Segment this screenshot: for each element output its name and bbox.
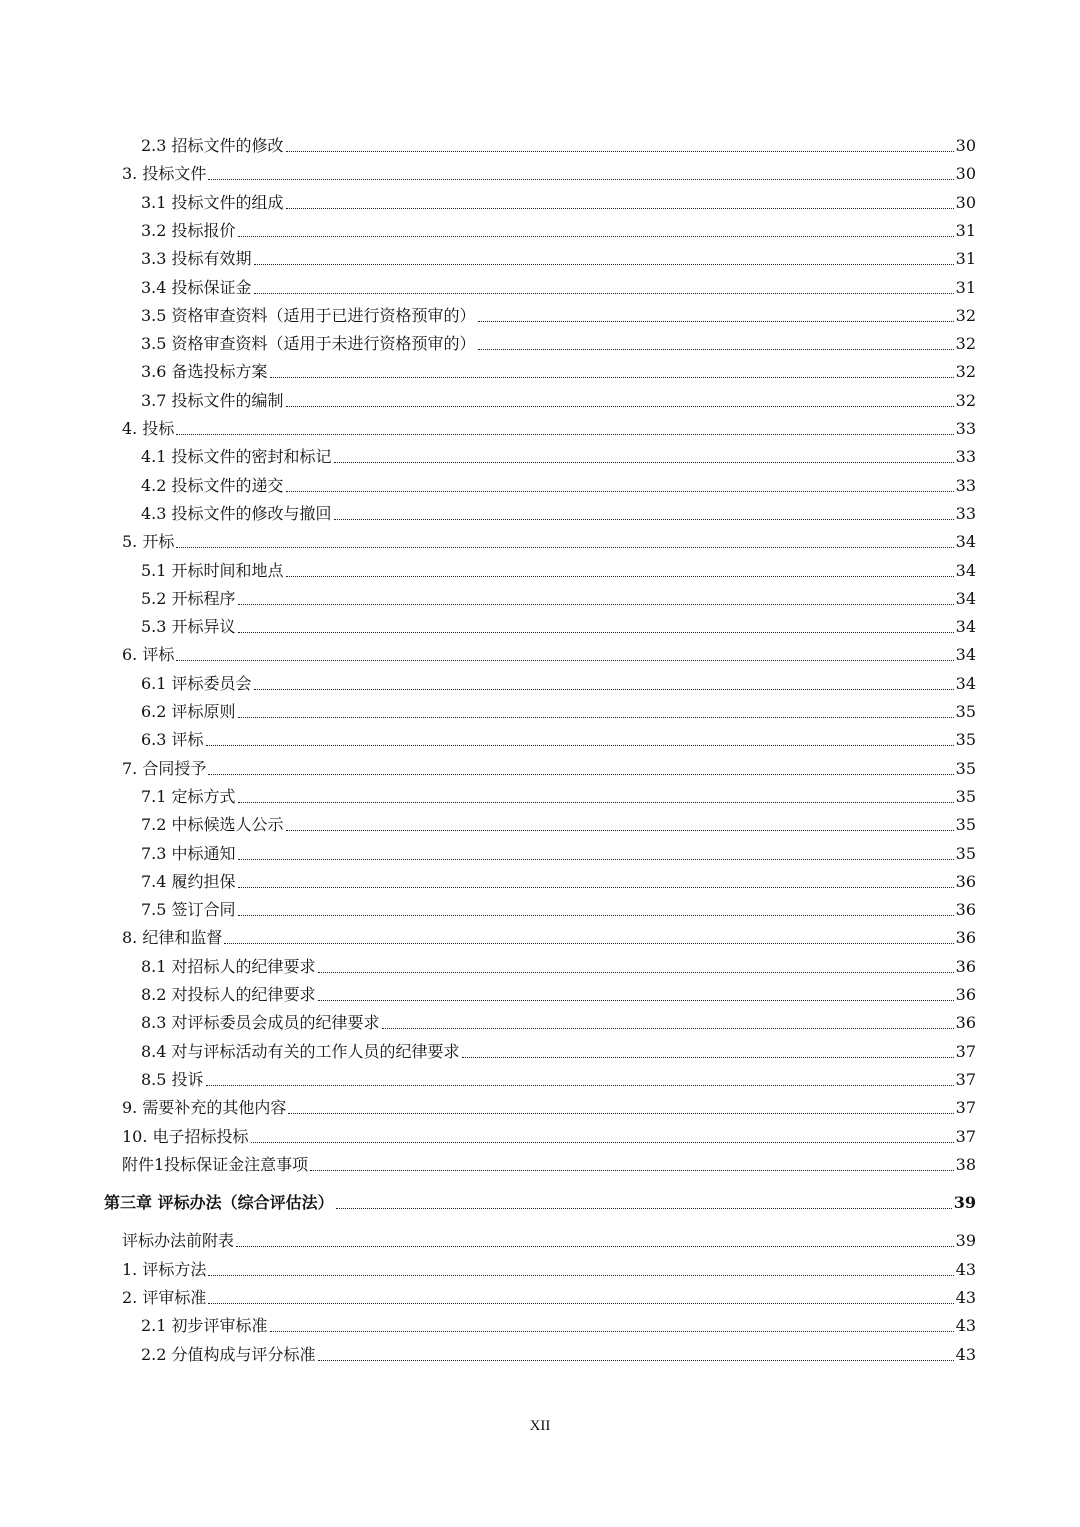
toc-entry-title: 第三章 评标办法（综合评估法）	[104, 1193, 334, 1213]
page-number: XII	[529, 1418, 551, 1434]
toc-entry	[141, 666, 976, 694]
toc-entry-title: 2.1 初步评审标准	[141, 1316, 268, 1336]
toc-entry-page: 35	[955, 815, 976, 835]
dot-leader	[238, 886, 954, 888]
dot-leader	[208, 773, 953, 775]
dot-leader	[334, 518, 954, 520]
dot-leader	[208, 1274, 953, 1276]
toc-entry-title: 2.2 分值构成与评分标准	[141, 1344, 316, 1364]
toc-entry-page: 35	[955, 758, 976, 778]
dot-leader	[318, 1359, 954, 1361]
toc-entry-page: 34	[955, 588, 976, 608]
toc-entry-page: 34	[955, 617, 976, 637]
toc-entry	[122, 411, 976, 439]
toc-chapter-heading	[104, 1185, 976, 1213]
dot-leader	[238, 801, 954, 803]
toc-entry-page: 31	[955, 249, 976, 269]
dot-leader	[208, 1302, 953, 1304]
toc-entry-page: 36	[955, 1013, 976, 1033]
toc-entry-title: 5.1 开标时间和地点	[141, 560, 284, 580]
dot-leader	[238, 235, 954, 237]
toc-entry-title: 3.5 资格审查资料（适用于未进行资格预审的）	[141, 334, 476, 354]
dot-leader	[462, 1056, 954, 1058]
toc-entry-title: 4.2 投标文件的递交	[141, 475, 284, 495]
dot-leader	[254, 263, 954, 265]
dot-leader	[318, 971, 954, 973]
toc-entry-page: 32	[955, 305, 976, 325]
toc-entry	[141, 553, 976, 581]
toc-entry-page: 36	[955, 871, 976, 891]
toc-entry	[141, 949, 976, 977]
toc-entry-page: 30	[955, 192, 976, 212]
toc-entry-title: 6. 评标	[122, 645, 175, 665]
toc-entry-page: 34	[955, 560, 976, 580]
toc-entry	[141, 836, 976, 864]
toc-entry-page: 37	[955, 1069, 976, 1089]
toc-entry	[141, 581, 976, 609]
toc-entry-title: 8.4 对与评标活动有关的工作人员的纪律要求	[141, 1041, 460, 1061]
toc-entry-title: 7.4 履约担保	[141, 871, 236, 891]
toc-entry-title: 1. 评标方法	[122, 1259, 207, 1279]
toc-entry-title: 10. 电子招标投标	[122, 1126, 249, 1146]
toc-entry-page: 37	[955, 1126, 976, 1146]
toc-entry-title: 8. 纪律和监督	[122, 928, 223, 948]
toc-entry-title: 2. 评审标准	[122, 1288, 207, 1307]
toc-entry	[141, 1308, 976, 1336]
toc-entry-title: 3.7 投标文件的编制	[141, 390, 284, 410]
toc-entry	[141, 1062, 976, 1090]
toc-entry-page: 36	[955, 928, 976, 948]
toc-entry-title: 2.3 招标文件的修改	[141, 136, 284, 155]
toc-entry-page: 43	[955, 1316, 976, 1336]
toc-entry	[141, 439, 976, 467]
toc-entry	[122, 1147, 976, 1175]
toc-entry-title: 5.2 开标程序	[141, 588, 236, 608]
dot-leader	[251, 1141, 954, 1143]
dot-leader	[382, 1027, 954, 1029]
toc-entry-page: 30	[955, 164, 976, 184]
dot-leader	[286, 405, 954, 407]
toc-entry-page: 35	[955, 786, 976, 806]
dot-leader	[286, 150, 954, 152]
toc-entry-title: 8.3 对评标委员会成员的纪律要求	[141, 1013, 380, 1033]
dot-leader	[176, 659, 953, 661]
dot-leader	[336, 1207, 952, 1209]
toc-entry	[122, 637, 976, 665]
toc-entry-page: 32	[955, 362, 976, 382]
toc-entry-page: 31	[955, 277, 976, 297]
toc-entry	[141, 326, 976, 354]
dot-leader	[310, 1169, 953, 1171]
toc-entry	[141, 1337, 976, 1365]
toc-entry	[141, 977, 976, 1005]
toc-entry	[141, 270, 976, 298]
toc-entry	[122, 1090, 976, 1118]
toc-entry-title: 7. 合同授予	[122, 758, 207, 778]
toc-entry	[122, 751, 976, 779]
dot-leader	[270, 1330, 954, 1332]
dot-leader	[208, 178, 953, 180]
toc-entry-title: 7.1 定标方式	[141, 786, 236, 806]
toc-entry	[141, 496, 976, 524]
toc-entry	[122, 920, 976, 948]
toc-entry	[141, 779, 976, 807]
toc-entry-title: 7.5 签订合同	[141, 900, 236, 920]
dot-leader	[334, 461, 954, 463]
toc-entry	[141, 609, 976, 637]
dot-leader	[206, 1084, 954, 1086]
toc-entry-title: 6.2 评标原则	[141, 702, 236, 721]
dot-leader	[176, 433, 953, 435]
dot-leader	[238, 631, 954, 633]
toc-entry-title: 7.2 中标候选人公示	[141, 815, 284, 835]
dot-leader	[238, 914, 954, 916]
toc-entry-title: 8.1 对招标人的纪律要求	[141, 956, 316, 976]
dot-leader	[254, 688, 954, 690]
dot-leader	[206, 744, 954, 746]
toc-entry-page: 33	[955, 447, 976, 467]
dot-leader	[176, 546, 953, 548]
toc-entry	[122, 1223, 976, 1251]
toc-entry	[141, 722, 976, 750]
toc-entry-title: 5.3 开标异议	[141, 617, 236, 637]
dot-leader	[286, 575, 954, 577]
toc-entry-title: 3.6 备选投标方案	[141, 362, 268, 382]
toc-entry-page: 31	[955, 220, 976, 240]
dot-leader	[318, 999, 954, 1001]
toc-entry-title: 3.1 投标文件的组成	[141, 192, 284, 212]
toc-entry-page: 43	[955, 1344, 976, 1364]
toc-entry	[141, 1034, 976, 1062]
toc-entry	[141, 298, 976, 326]
toc-entry-title: 8.2 对投标人的纪律要求	[141, 985, 316, 1004]
toc-entry	[122, 1280, 976, 1308]
toc-entry-page: 35	[955, 702, 976, 721]
toc-entry-title: 8.5 投诉	[141, 1069, 204, 1089]
toc-entry	[141, 354, 976, 382]
toc-entry-title: 6.3 评标	[141, 730, 204, 750]
toc-entry-page: 36	[955, 985, 976, 1004]
toc-entry-page: 34	[955, 532, 976, 552]
toc-entry	[141, 694, 976, 722]
toc-entry-title: 3.5 资格审查资料（适用于已进行资格预审的）	[141, 305, 476, 325]
toc-entry-page: 30	[955, 136, 976, 155]
toc-entry-title: 4. 投标	[122, 419, 175, 438]
dot-leader	[286, 490, 954, 492]
toc-entry-title: 3.2 投标报价	[141, 220, 236, 240]
toc-entry	[122, 1252, 976, 1280]
dot-leader	[224, 942, 953, 944]
toc-entry	[141, 383, 976, 411]
toc-entry	[141, 185, 976, 213]
toc-entry-title: 9. 需要补充的其他内容	[122, 1098, 287, 1118]
toc-entry	[141, 864, 976, 892]
toc-entry-title: 3. 投标文件	[122, 164, 207, 184]
toc-entry-title: 附件1投标保证金注意事项	[122, 1154, 309, 1174]
toc-entry-page: 33	[955, 475, 976, 495]
dot-leader	[238, 716, 954, 718]
toc-entry-title: 3.3 投标有效期	[141, 249, 252, 269]
toc-entry-page: 35	[955, 730, 976, 750]
toc-entry	[122, 1119, 976, 1147]
dot-leader	[286, 829, 954, 831]
toc-entry-page: 37	[955, 1098, 976, 1118]
toc-entry	[141, 468, 976, 496]
toc-entry-page: 36	[955, 956, 976, 976]
dot-leader	[236, 1245, 954, 1247]
toc-entry-page: 37	[955, 1041, 976, 1061]
toc-entry-page: 38	[955, 1154, 976, 1174]
toc-entry	[141, 807, 976, 835]
toc-entry-title: 3.4 投标保证金	[141, 277, 252, 297]
toc-entry-page: 39	[953, 1193, 976, 1213]
toc-entry-page: 36	[955, 900, 976, 920]
toc-entry-title: 6.1 评标委员会	[141, 673, 252, 693]
toc-entry-title: 4.3 投标文件的修改与撤回	[141, 503, 332, 523]
dot-leader	[238, 603, 954, 605]
toc-entry-page: 35	[955, 843, 976, 863]
toc-entry-title: 5. 开标	[122, 532, 175, 552]
toc-entry-title: 评标办法前附表	[122, 1231, 235, 1251]
toc-entry-page: 32	[955, 390, 976, 410]
dot-leader	[238, 858, 954, 860]
toc-entry	[141, 241, 976, 269]
toc-entry-page: 39	[955, 1231, 976, 1251]
dot-leader	[254, 292, 954, 294]
dot-leader	[286, 207, 954, 209]
toc-entry-page: 34	[955, 673, 976, 693]
dot-leader	[288, 1112, 953, 1114]
toc-entry-page: 32	[955, 334, 976, 354]
toc-entry-title: 7.3 中标通知	[141, 843, 236, 863]
toc-entry	[122, 524, 976, 552]
toc-entry-page: 33	[955, 503, 976, 523]
toc-entry-page: 43	[955, 1259, 976, 1279]
toc-entry-page: 33	[955, 419, 976, 438]
toc-entry	[141, 213, 976, 241]
dot-leader	[270, 376, 954, 378]
toc-entry	[141, 1005, 976, 1033]
toc-entry	[141, 892, 976, 920]
toc-entry-title: 4.1 投标文件的密封和标记	[141, 447, 332, 467]
toc-entry-page: 34	[955, 645, 976, 665]
dot-leader	[478, 320, 954, 322]
dot-leader	[478, 348, 954, 350]
toc-entry	[141, 128, 976, 156]
toc-entry	[122, 156, 976, 184]
toc-entry-page: 43	[955, 1288, 976, 1307]
